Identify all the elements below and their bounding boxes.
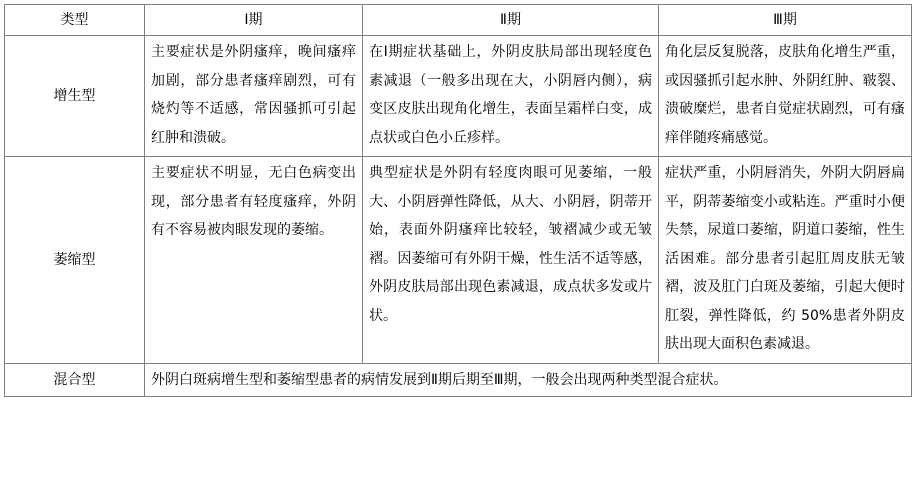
header-stage-3: Ⅲ期 [659, 5, 912, 36]
stage-3-cell: 角化层反复脱落，皮肤角化增生严重，或因骚抓引起水肿、外阴红肿、皲裂、溃破糜烂，患者自觉症状剧烈，可有瘙痒伴随疼痛感觉。 [659, 36, 912, 157]
header-type: 类型 [5, 5, 145, 36]
header-stage-2: Ⅱ期 [363, 5, 659, 36]
header-row [5, 5, 912, 36]
stage-2-cell: 在Ⅰ期症状基础上，外阴皮肤局部出现轻度色素减退（一般多出现在大，小阴唇内侧），病变区皮肤出现角化增生，表面呈霜样白变，成点状或白色小丘疹样。 [363, 36, 659, 157]
stage-1-cell: 主要症状是外阴瘙痒，晚间瘙痒加剧，部分患者瘙痒剧烈，可有烧灼等不适感，常因骚抓可引起红肿和溃破。 [145, 36, 363, 157]
row-type-label: 萎缩型 [5, 157, 145, 364]
mixed-description: 外阴白斑病增生型和萎缩型患者的病情发展到Ⅱ期后期至Ⅲ期，一般会出现两种类型混合症状。 [145, 363, 912, 397]
table-row [5, 36, 912, 157]
row-type-label: 混合型 [5, 363, 145, 397]
stage-2-cell: 典型症状是外阴有轻度肉眼可见萎缩，一般大、小阴唇弹性降低，从大、小阴唇，阴蒂开始，表面外阴瘙痒比较轻，皱褶减少或无皱褶。因萎缩可有外阴干燥，性生活不适等感，外阴皮肤局部出现色素减退，成点状多发或片状。 [363, 157, 659, 364]
table-row [5, 157, 912, 364]
stage-3-cell: 症状严重，小阴唇消失，外阴大阴唇扁平，阴蒂萎缩变小或粘连。严重时小便失禁，尿道口萎缩，阴道口萎缩，性生活困难。部分患者引起肛周皮肤无皱褶，波及肛门白斑及萎缩，引起大便时肛裂，弹性降低，约 50%患者外阴皮肤出现大面积色素减退。 [659, 157, 912, 364]
stage-1-cell: 主要症状不明显，无白色病变出现，部分患者有轻度瘙痒，外阴有不容易被肉眼发现的萎缩。 [145, 157, 363, 364]
stage-table [4, 4, 912, 397]
mixed-row [5, 363, 912, 397]
header-stage-1: Ⅰ期 [145, 5, 363, 36]
row-type-label: 增生型 [5, 36, 145, 157]
